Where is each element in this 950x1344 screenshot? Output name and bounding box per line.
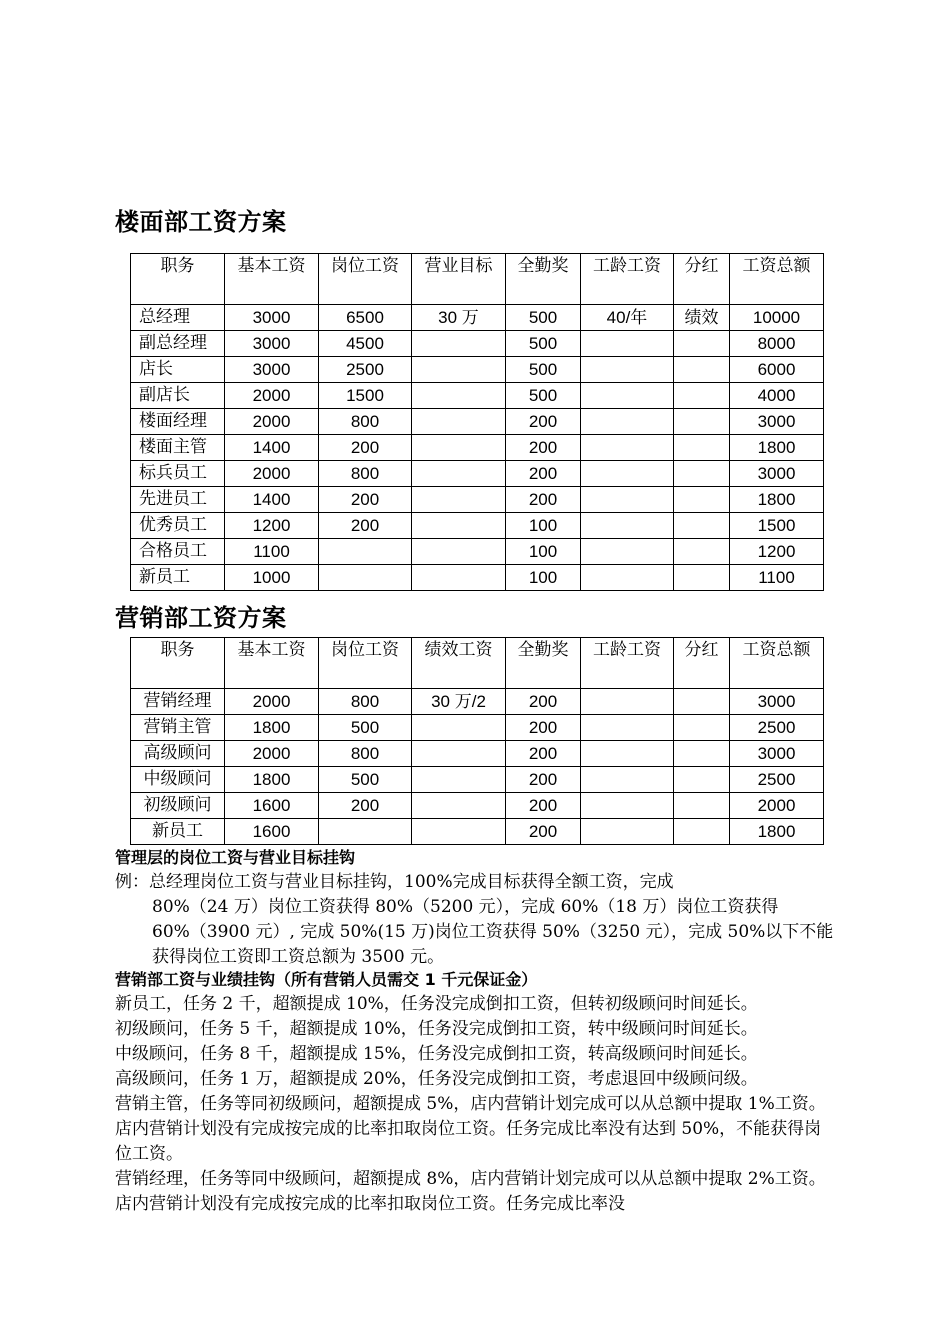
value-cell: 200 bbox=[506, 819, 581, 845]
value-cell: 200 bbox=[319, 435, 412, 461]
table-row bbox=[131, 487, 824, 513]
sales-commission-line: 初级顾问，任务 5 千，超额提成 10%，任务没完成倒扣工资，转中级顾问时间延长。 bbox=[115, 1019, 758, 1039]
header-seniority-pay: 工龄工资 bbox=[581, 254, 674, 305]
value-cell: 2500 bbox=[730, 715, 824, 741]
value-cell bbox=[674, 435, 730, 461]
value-cell: 3000 bbox=[730, 741, 824, 767]
value-cell: 3000 bbox=[730, 689, 824, 715]
value-cell bbox=[412, 513, 506, 539]
value-cell: 1400 bbox=[225, 487, 319, 513]
value-cell bbox=[581, 435, 674, 461]
position-cell: 中级顾问 bbox=[131, 767, 225, 793]
position-cell: 优秀员工 bbox=[131, 513, 225, 539]
position-cell: 标兵员工 bbox=[131, 461, 225, 487]
value-cell: 6500 bbox=[319, 305, 412, 331]
value-cell bbox=[412, 487, 506, 513]
sales-commission-heading: 营销部工资与业绩挂钩（所有营销人员需交 1 千元保证金） bbox=[115, 970, 538, 989]
table-row bbox=[131, 305, 824, 331]
header-post-salary: 岗位工资 bbox=[319, 254, 412, 305]
value-cell bbox=[581, 331, 674, 357]
value-cell: 100 bbox=[506, 565, 581, 591]
table-row bbox=[131, 435, 824, 461]
value-cell bbox=[412, 461, 506, 487]
value-cell: 3000 bbox=[730, 461, 824, 487]
value-cell: 2000 bbox=[730, 793, 824, 819]
value-cell: 10000 bbox=[730, 305, 824, 331]
value-cell bbox=[581, 793, 674, 819]
value-cell: 1000 bbox=[225, 565, 319, 591]
table-row bbox=[131, 565, 824, 591]
value-cell: 800 bbox=[319, 741, 412, 767]
position-cell: 初级顾问 bbox=[131, 793, 225, 819]
value-cell bbox=[581, 487, 674, 513]
value-cell: 30 万 bbox=[412, 305, 506, 331]
management-example-rest: 80%（24 万）岗位工资获得 80%（5200 元），完成 60%（18 万）岗位工资获得 60%（3900 元）, 完成 50%(15 万)岗位工资获得 50%（3250 元），完成 50%以下不能获得岗位工资即工资总额为 3500 元。 bbox=[152, 897, 834, 967]
value-cell: 1500 bbox=[319, 383, 412, 409]
value-cell: 200 bbox=[319, 513, 412, 539]
header-attendance-bonus: 全勤奖 bbox=[506, 254, 581, 305]
position-cell: 先进员工 bbox=[131, 487, 225, 513]
value-cell bbox=[581, 409, 674, 435]
value-cell bbox=[674, 819, 730, 845]
sales-commission-lines bbox=[115, 992, 835, 1217]
value-cell: 100 bbox=[506, 539, 581, 565]
value-cell: 100 bbox=[506, 513, 581, 539]
value-cell: 8000 bbox=[730, 331, 824, 357]
header-dividend: 分红 bbox=[674, 638, 730, 689]
table-row bbox=[131, 357, 824, 383]
value-cell bbox=[412, 539, 506, 565]
value-cell bbox=[412, 715, 506, 741]
table-row bbox=[131, 513, 824, 539]
table-row bbox=[131, 741, 824, 767]
value-cell: 30 万/2 bbox=[412, 689, 506, 715]
header-position: 职务 bbox=[131, 638, 225, 689]
value-cell: 800 bbox=[319, 409, 412, 435]
value-cell: 1500 bbox=[730, 513, 824, 539]
header-seniority-pay: 工龄工资 bbox=[581, 638, 674, 689]
value-cell: 500 bbox=[506, 357, 581, 383]
value-cell: 2500 bbox=[730, 767, 824, 793]
value-cell: 200 bbox=[506, 689, 581, 715]
header-base-salary: 基本工资 bbox=[225, 638, 319, 689]
value-cell bbox=[319, 819, 412, 845]
value-cell: 2000 bbox=[225, 689, 319, 715]
value-cell: 40/年 bbox=[581, 305, 674, 331]
value-cell: 1800 bbox=[730, 819, 824, 845]
value-cell: 500 bbox=[506, 305, 581, 331]
value-cell bbox=[581, 741, 674, 767]
value-cell bbox=[674, 383, 730, 409]
position-cell: 合格员工 bbox=[131, 539, 225, 565]
value-cell: 200 bbox=[506, 715, 581, 741]
value-cell bbox=[581, 539, 674, 565]
value-cell bbox=[674, 513, 730, 539]
header-performance-pay: 绩效工资 bbox=[412, 638, 506, 689]
sales-commission-line: 营销主管，任务等同初级顾问，超额提成 5%，店内营销计划完成可以从总额中提取 1%工资。店内营销计划没有完成按完成的比率扣取岗位工资。任务完成比率没有达到 50%，不能获得岗位工资。 bbox=[115, 1094, 826, 1164]
value-cell: 1800 bbox=[730, 435, 824, 461]
value-cell bbox=[581, 383, 674, 409]
value-cell bbox=[319, 539, 412, 565]
floor-salary-table bbox=[130, 253, 824, 591]
value-cell: 1600 bbox=[225, 793, 319, 819]
header-total-salary: 工资总额 bbox=[730, 638, 824, 689]
value-cell bbox=[674, 565, 730, 591]
table-row bbox=[131, 689, 824, 715]
value-cell bbox=[412, 565, 506, 591]
value-cell bbox=[412, 793, 506, 819]
value-cell bbox=[581, 461, 674, 487]
value-cell bbox=[581, 513, 674, 539]
value-cell bbox=[674, 357, 730, 383]
value-cell bbox=[674, 689, 730, 715]
value-cell: 500 bbox=[319, 715, 412, 741]
position-cell: 店长 bbox=[131, 357, 225, 383]
table-row bbox=[131, 383, 824, 409]
floor-salary-title: 楼面部工资方案 bbox=[115, 207, 287, 236]
value-cell bbox=[412, 435, 506, 461]
value-cell: 500 bbox=[506, 383, 581, 409]
value-cell: 500 bbox=[319, 767, 412, 793]
value-cell: 3000 bbox=[730, 409, 824, 435]
table-row bbox=[131, 409, 824, 435]
value-cell: 200 bbox=[506, 767, 581, 793]
position-cell: 营销经理 bbox=[131, 689, 225, 715]
value-cell: 200 bbox=[506, 793, 581, 819]
table-row bbox=[131, 539, 824, 565]
sales-salary-table bbox=[130, 637, 824, 845]
value-cell bbox=[581, 767, 674, 793]
management-example-first-line: 例：总经理岗位工资与营业目标挂钩，100%完成目标获得全额工资，完成 bbox=[115, 872, 674, 892]
position-cell: 副总经理 bbox=[131, 331, 225, 357]
value-cell: 4500 bbox=[319, 331, 412, 357]
value-cell bbox=[412, 331, 506, 357]
value-cell bbox=[412, 383, 506, 409]
value-cell: 2000 bbox=[225, 461, 319, 487]
table-row bbox=[131, 767, 824, 793]
table-row bbox=[131, 331, 824, 357]
value-cell: 2000 bbox=[225, 383, 319, 409]
header-post-salary: 岗位工资 bbox=[319, 638, 412, 689]
value-cell: 3000 bbox=[225, 357, 319, 383]
position-cell: 营销主管 bbox=[131, 715, 225, 741]
management-example bbox=[115, 870, 835, 970]
table-row bbox=[131, 819, 824, 845]
position-cell: 总经理 bbox=[131, 305, 225, 331]
value-cell: 1600 bbox=[225, 819, 319, 845]
table-row bbox=[131, 793, 824, 819]
table-header-row bbox=[131, 638, 824, 689]
value-cell: 2500 bbox=[319, 357, 412, 383]
value-cell: 200 bbox=[506, 461, 581, 487]
management-heading: 管理层的岗位工资与营业目标挂钩 bbox=[115, 848, 356, 867]
sales-commission-line: 新员工，任务 2 千，超额提成 10%，任务没完成倒扣工资，但转初级顾问时间延长。 bbox=[115, 994, 758, 1014]
value-cell: 200 bbox=[506, 487, 581, 513]
value-cell bbox=[581, 715, 674, 741]
sales-commission-line: 中级顾问，任务 8 千，超额提成 15%，任务没完成倒扣工资，转高级顾问时间延长。 bbox=[115, 1044, 758, 1064]
value-cell bbox=[674, 331, 730, 357]
sales-commission-line: 高级顾问，任务 1 万，超额提成 20%，任务没完成倒扣工资，考虑退回中级顾问级。 bbox=[115, 1069, 758, 1089]
position-cell: 新员工 bbox=[131, 819, 225, 845]
header-total-salary: 工资总额 bbox=[730, 254, 824, 305]
value-cell bbox=[674, 487, 730, 513]
value-cell: 1400 bbox=[225, 435, 319, 461]
position-cell: 副店长 bbox=[131, 383, 225, 409]
value-cell: 800 bbox=[319, 461, 412, 487]
value-cell bbox=[674, 793, 730, 819]
table-header-row bbox=[131, 254, 824, 305]
value-cell: 500 bbox=[506, 331, 581, 357]
table-row bbox=[131, 715, 824, 741]
sales-commission-section bbox=[115, 967, 835, 1217]
value-cell: 4000 bbox=[730, 383, 824, 409]
value-cell: 200 bbox=[319, 793, 412, 819]
value-cell: 1800 bbox=[730, 487, 824, 513]
value-cell: 3000 bbox=[225, 305, 319, 331]
value-cell: 200 bbox=[506, 409, 581, 435]
value-cell: 1200 bbox=[730, 539, 824, 565]
header-dividend: 分红 bbox=[674, 254, 730, 305]
value-cell: 1100 bbox=[730, 565, 824, 591]
value-cell: 2000 bbox=[225, 741, 319, 767]
value-cell bbox=[412, 819, 506, 845]
position-cell: 新员工 bbox=[131, 565, 225, 591]
value-cell bbox=[319, 565, 412, 591]
value-cell bbox=[412, 357, 506, 383]
header-position: 职务 bbox=[131, 254, 225, 305]
header-base-salary: 基本工资 bbox=[225, 254, 319, 305]
value-cell bbox=[412, 767, 506, 793]
value-cell: 6000 bbox=[730, 357, 824, 383]
table-row bbox=[131, 461, 824, 487]
value-cell: 200 bbox=[506, 741, 581, 767]
management-text-section bbox=[115, 845, 835, 970]
position-cell: 高级顾问 bbox=[131, 741, 225, 767]
value-cell bbox=[581, 689, 674, 715]
value-cell: 绩效 bbox=[674, 305, 730, 331]
value-cell: 1800 bbox=[225, 767, 319, 793]
value-cell bbox=[581, 565, 674, 591]
value-cell: 800 bbox=[319, 689, 412, 715]
value-cell: 2000 bbox=[225, 409, 319, 435]
value-cell bbox=[674, 539, 730, 565]
header-business-target: 营业目标 bbox=[412, 254, 506, 305]
value-cell: 200 bbox=[319, 487, 412, 513]
value-cell bbox=[674, 741, 730, 767]
value-cell bbox=[674, 767, 730, 793]
value-cell bbox=[581, 357, 674, 383]
position-cell: 楼面经理 bbox=[131, 409, 225, 435]
value-cell: 1800 bbox=[225, 715, 319, 741]
value-cell: 3000 bbox=[225, 331, 319, 357]
value-cell: 200 bbox=[506, 435, 581, 461]
value-cell: 1200 bbox=[225, 513, 319, 539]
value-cell bbox=[674, 409, 730, 435]
position-cell: 楼面主管 bbox=[131, 435, 225, 461]
value-cell bbox=[674, 715, 730, 741]
sales-commission-line: 营销经理，任务等同中级顾问，超额提成 8%，店内营销计划完成可以从总额中提取 2%工资。店内营销计划没有完成按完成的比率扣取岗位工资。任务完成比率没 bbox=[115, 1169, 826, 1214]
sales-salary-title: 营销部工资方案 bbox=[115, 603, 287, 632]
value-cell bbox=[412, 409, 506, 435]
value-cell bbox=[581, 819, 674, 845]
value-cell bbox=[412, 741, 506, 767]
value-cell: 1100 bbox=[225, 539, 319, 565]
value-cell bbox=[674, 461, 730, 487]
header-attendance-bonus: 全勤奖 bbox=[506, 638, 581, 689]
